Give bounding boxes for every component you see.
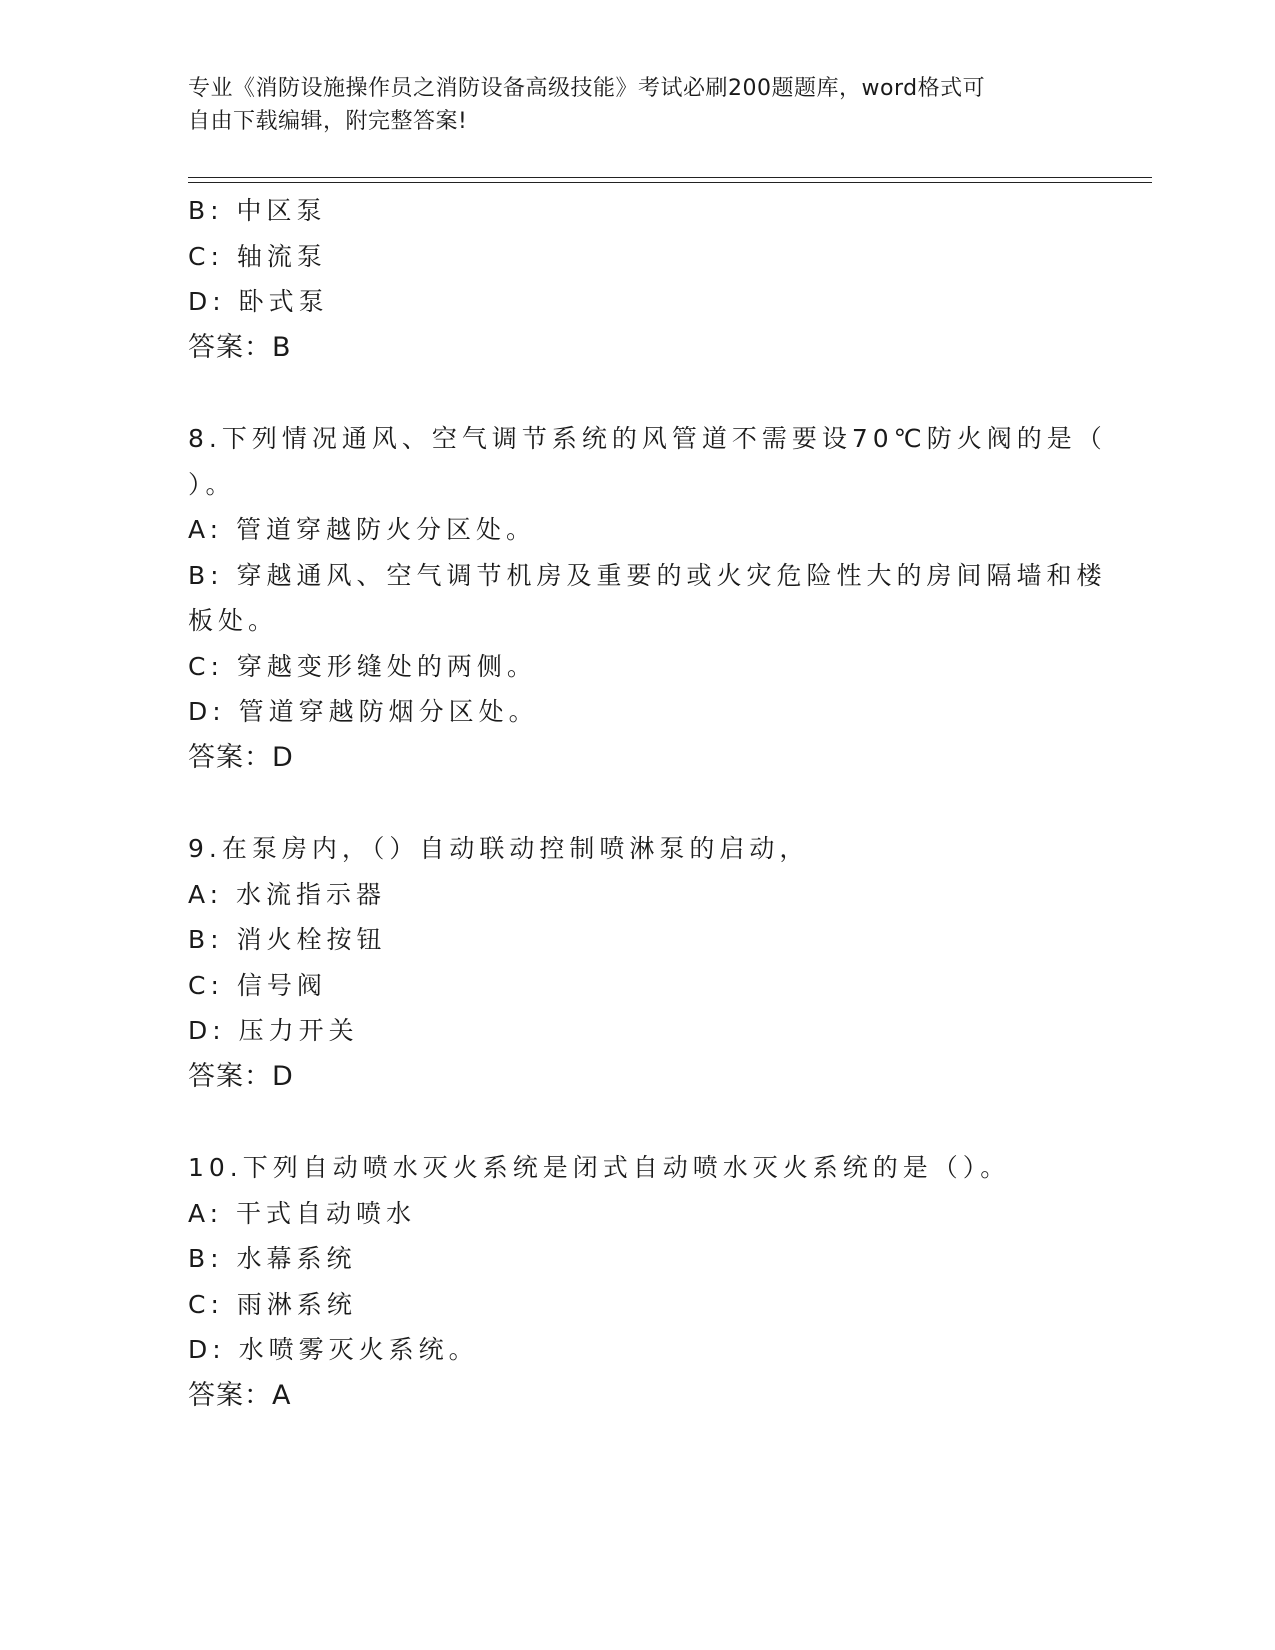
option-a: A: 水流指示器 [188, 879, 387, 909]
option-b: B: 中区泵 [188, 196, 327, 225]
page-header [188, 72, 1068, 138]
option-b: B: 消火栓按钮 [188, 925, 387, 954]
question-10 [188, 1145, 1088, 1418]
question-list [188, 188, 1107, 1418]
header-line-1: 专业《消防设施操作员之消防设备高级技能》考试必刷200题题库，word格式可 [188, 76, 986, 101]
option-b: B: 穿越通风、空气调节机房及重要的或火灾危险性大的房间隔墙和楼 [188, 560, 1107, 590]
answer: 答案：A [188, 1379, 292, 1411]
option-a: A: 干式自动喷水 [188, 1198, 417, 1228]
question-9 [188, 826, 1088, 1099]
option-c: C: 信号阀 [188, 970, 327, 1000]
question-8 [188, 416, 1107, 780]
option-d: D: 压力开关 [188, 1016, 359, 1045]
option-c: C: 雨淋系统 [188, 1289, 357, 1319]
header-divider-bottom [188, 182, 1152, 183]
option-c: C: 穿越变形缝处的两侧。 [188, 651, 537, 681]
option-b-continued: 板处。 [188, 606, 279, 635]
question-stem-line-1: 8.下列情况通风、空气调节系统的风管道不需要设70℃防火阀的是（ [188, 424, 1107, 453]
option-a: A: 管道穿越防火分区处。 [188, 515, 537, 544]
option-d: D: 管道穿越防烟分区处。 [188, 697, 539, 726]
answer: 答案：D [188, 741, 294, 773]
answer: 答案：D [188, 1060, 294, 1092]
option-c: C: 轴流泵 [188, 241, 327, 271]
header-divider-top [188, 177, 1152, 178]
question-7 [188, 188, 1088, 370]
header-line-2: 自由下载编辑，附完整答案! [188, 109, 468, 134]
option-d: D: 水喷雾灭火系统。 [188, 1335, 479, 1364]
option-b: B: 水幕系统 [188, 1244, 357, 1273]
question-stem: 10.下列自动喷水灭火系统是闭式自动喷水灭火系统的是（）。 [188, 1153, 1011, 1182]
option-d: D: 卧式泵 [188, 287, 329, 316]
question-stem-line-2: ）。 [188, 469, 236, 499]
answer: 答案：B [188, 331, 292, 363]
question-stem: 9.在泵房内，（）自动联动控制喷淋泵的启动， [188, 834, 810, 863]
